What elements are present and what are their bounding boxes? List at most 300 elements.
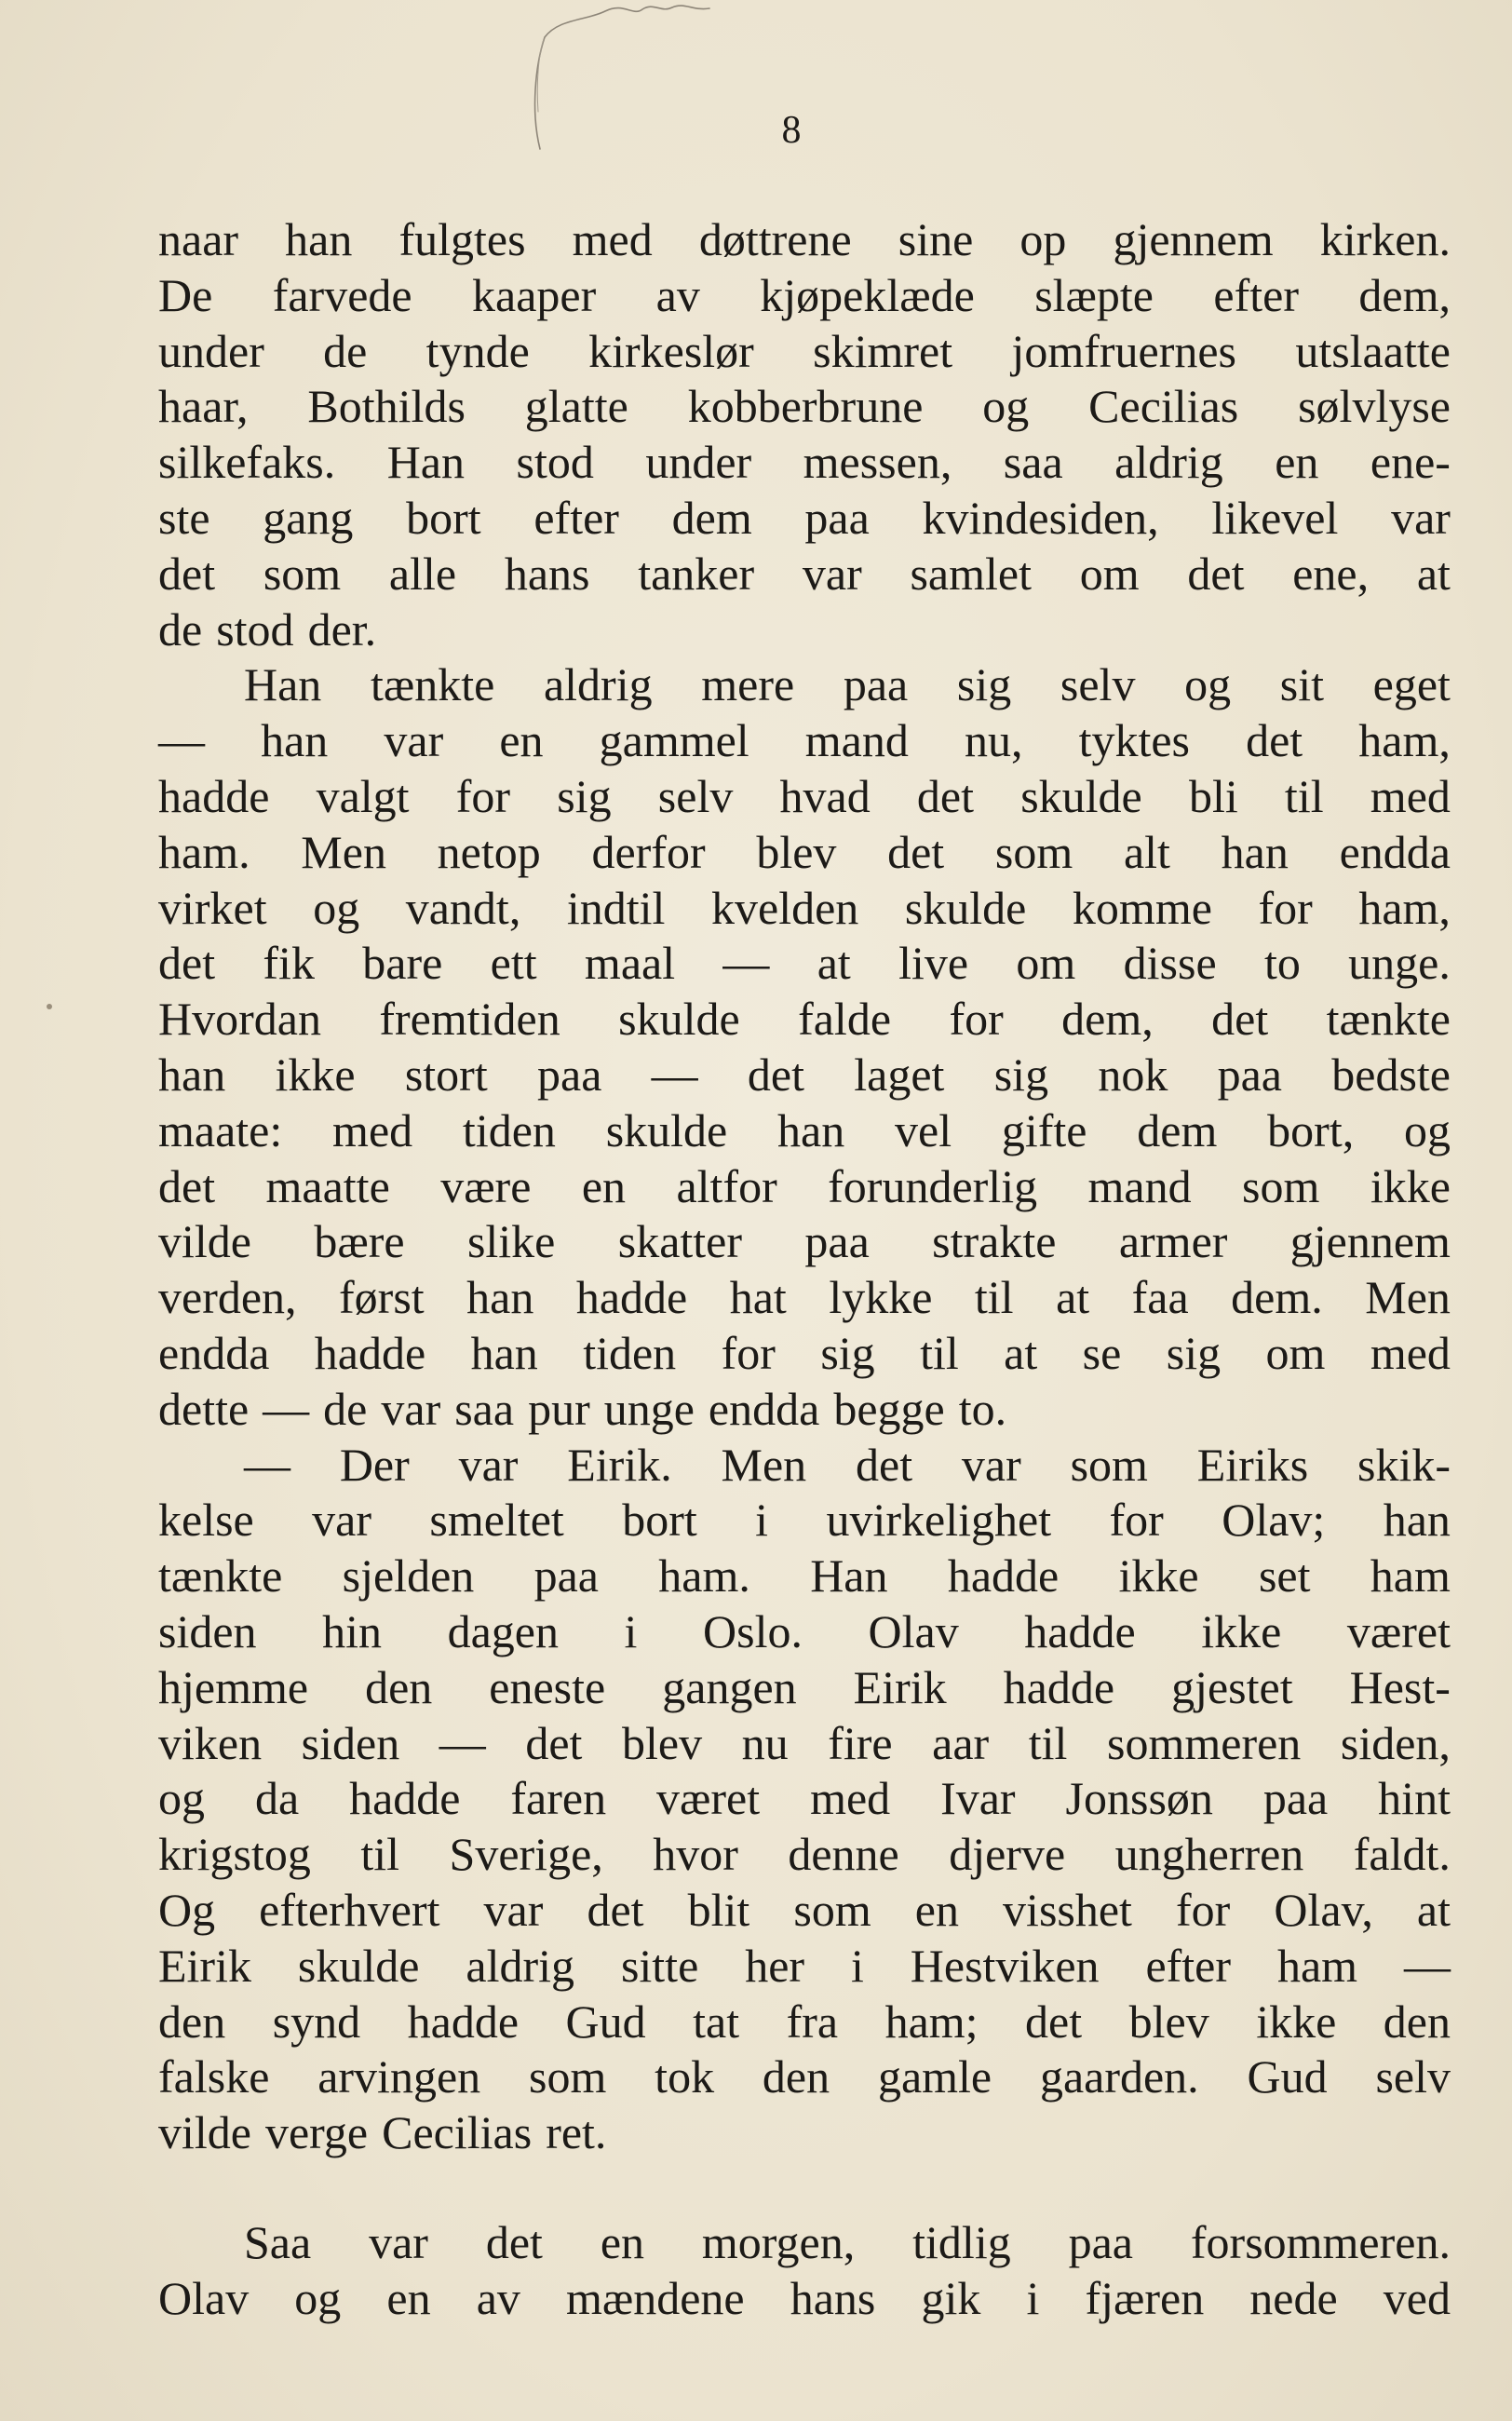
word: paa (533, 1549, 599, 1603)
word: Men (721, 1438, 807, 1491)
word: gang (263, 491, 354, 544)
word: efter (1145, 1939, 1232, 1992)
word: Saa (244, 2215, 312, 2268)
word: som (793, 1883, 871, 1936)
word: og (313, 881, 360, 934)
word: i (1026, 2271, 1040, 2324)
word: Gud (1247, 2050, 1328, 2103)
word: tok (655, 2050, 715, 2103)
word: ham (1276, 1939, 1358, 1992)
word: det (916, 769, 975, 822)
word: en (1275, 436, 1319, 489)
word: Olav (158, 2271, 250, 2324)
word: ikke (275, 1048, 356, 1101)
word: glatte (524, 380, 628, 433)
text-line (158, 2049, 1451, 2105)
word: tænkte (1326, 993, 1451, 1046)
word: ikke (1201, 1604, 1282, 1657)
word: unge. (1348, 937, 1451, 990)
word: altfor (676, 1159, 777, 1212)
word: paa (1262, 1772, 1329, 1825)
word: gamle (877, 2050, 992, 2103)
word: paa (843, 658, 909, 711)
word: med (810, 1772, 891, 1825)
word: morgen, (701, 2215, 856, 2268)
word: sine (898, 213, 974, 265)
word: det (158, 937, 216, 990)
word: gik (921, 2271, 981, 2324)
word: han (466, 1271, 534, 1324)
word: under (158, 324, 264, 377)
word: tiden (583, 1326, 677, 1379)
text-line (158, 1048, 1451, 1103)
word: hvad (779, 769, 871, 822)
word: selv (657, 769, 734, 822)
word: farvede (272, 268, 412, 321)
word: ham, (1358, 881, 1451, 934)
word: paa (1217, 1048, 1282, 1101)
word: han (1383, 1494, 1451, 1547)
word: skulde (605, 1103, 728, 1156)
word: Ivar (940, 1772, 1016, 1825)
word: dem, (1061, 993, 1154, 1046)
word: den (1383, 1995, 1451, 2048)
word: falde (798, 993, 892, 1046)
word: — (651, 1048, 698, 1101)
word: Men (301, 825, 386, 878)
word: vilde (158, 2106, 251, 2159)
word: til (920, 1326, 959, 1379)
word: siden (158, 1604, 257, 1657)
word: ham. (658, 1549, 750, 1603)
word: begge (833, 1382, 945, 1435)
word: alt (1123, 825, 1170, 878)
text-line (158, 881, 1451, 937)
word: maate: (158, 1103, 283, 1156)
word: siden (301, 1716, 400, 1769)
word: Han (810, 1549, 888, 1603)
word: likevel (1211, 491, 1339, 544)
word: blev (621, 1716, 703, 1769)
word: en (386, 2271, 431, 2324)
word: som (1070, 1438, 1148, 1491)
word: skulde (1020, 769, 1142, 822)
word: det (1211, 993, 1269, 1046)
word: været (1346, 1604, 1451, 1657)
word: set (1258, 1549, 1311, 1603)
word: stod (216, 602, 294, 656)
word: verden, (158, 1271, 297, 1324)
word: sølvlyse (1298, 380, 1451, 433)
word: samlet (910, 547, 1032, 600)
word: tynde (425, 324, 530, 377)
word: dem, (1358, 268, 1451, 321)
text-line (158, 1382, 1451, 1438)
word: endda (158, 1326, 270, 1379)
word: for (721, 1326, 776, 1379)
word: paa (804, 491, 870, 544)
word: den (365, 1660, 433, 1713)
word: falske (158, 2050, 270, 2103)
word: om (1079, 547, 1140, 600)
word: hint (1378, 1772, 1451, 1825)
word: ham; (884, 1995, 979, 2048)
word: sjelden (342, 1549, 475, 1603)
word: hadde (575, 1271, 688, 1324)
word: hadde (407, 1995, 520, 2048)
word: det (158, 1159, 216, 1212)
word: bli (1188, 769, 1238, 822)
word: sitte (620, 1939, 699, 1992)
word: med (1370, 769, 1451, 822)
word: komme (1072, 881, 1212, 934)
word: det (485, 2215, 543, 2268)
text-line (158, 435, 1451, 491)
page-number: 8 (781, 109, 802, 152)
word: ham (1370, 1549, 1451, 1603)
word: han (1221, 825, 1289, 878)
word: som (994, 825, 1073, 878)
word: og (982, 380, 1030, 433)
word: naar (158, 213, 239, 265)
word: de (323, 324, 368, 377)
word: hadde (1024, 1604, 1136, 1657)
word: derfor (591, 825, 706, 878)
text-line (158, 602, 1451, 658)
word: som (263, 547, 342, 600)
word: vandt, (405, 881, 521, 934)
word: Og (158, 1883, 216, 1936)
word: og (158, 1772, 205, 1825)
word: Oslo. (703, 1604, 803, 1657)
word: Men (1365, 1271, 1451, 1324)
word: to (1263, 937, 1301, 990)
text-line (158, 547, 1451, 602)
word: bort (406, 491, 481, 544)
word: siden, (1340, 1716, 1451, 1769)
text-line (158, 212, 1451, 268)
word: tænkte (158, 1549, 283, 1603)
word: lykke (829, 1271, 933, 1324)
word: ikke (1256, 1995, 1337, 2048)
word: gjennem (1289, 1215, 1451, 1268)
word: hadde (349, 1772, 461, 1825)
word: kjøpeklæde (760, 268, 975, 321)
word: mændene (565, 2271, 745, 2324)
text-line (158, 1326, 1451, 1382)
word: nu, (964, 714, 1023, 767)
text-line (158, 936, 1451, 992)
word: vel (895, 1103, 952, 1156)
word: smeltet (429, 1494, 564, 1547)
word: var (961, 1438, 1021, 1491)
text-line (158, 825, 1451, 881)
word: selv (1060, 658, 1136, 711)
word: unge (603, 1382, 695, 1435)
body-text (158, 212, 1451, 2326)
word: endda (708, 1382, 820, 1435)
word: paa (1068, 2215, 1133, 2268)
text-line (158, 657, 1451, 713)
text-line (158, 713, 1451, 769)
word: da (254, 1772, 300, 1825)
word: det (1187, 547, 1245, 600)
word: — (263, 1382, 310, 1435)
word: en (499, 714, 544, 767)
word: til (974, 1271, 1014, 1324)
word: ikke (1118, 1549, 1199, 1603)
word: han (777, 1103, 845, 1156)
word: Hvordan (158, 993, 321, 1046)
word: var (483, 1883, 544, 1936)
paper-speck (47, 1004, 52, 1009)
word: var (1391, 491, 1451, 544)
text-line (158, 1995, 1451, 2050)
word: han (261, 714, 329, 767)
word: sig (557, 769, 612, 822)
word: ene, (1292, 547, 1370, 600)
text-line (158, 1270, 1451, 1326)
word: ungherren (1114, 1828, 1304, 1881)
word: han (470, 1326, 538, 1379)
word: Han (244, 658, 322, 711)
word: kobberbrune (687, 380, 924, 433)
word: eget (1372, 658, 1451, 711)
word: faren (510, 1772, 607, 1825)
word: live (898, 937, 969, 990)
word: Eirik (158, 1939, 251, 1992)
word: fjæren (1085, 2271, 1205, 2324)
word: en (600, 2215, 645, 2268)
word: — (722, 937, 770, 990)
word: i (624, 1604, 638, 1657)
word: det (158, 547, 216, 600)
word: indtil (566, 881, 666, 934)
word: messen, (803, 436, 952, 489)
word: dagen (447, 1604, 559, 1657)
word: stort (404, 1048, 488, 1101)
word: hans (504, 547, 590, 600)
text-line (158, 992, 1451, 1048)
word: valgt (316, 769, 410, 822)
word: efter (1213, 268, 1299, 321)
word: maatte (265, 1159, 390, 1212)
word: Bothilds (307, 380, 466, 433)
word: der. (307, 602, 377, 656)
word: den (762, 2050, 830, 2103)
word: fremtiden (379, 993, 560, 1046)
word: om (1265, 1326, 1326, 1379)
text-line (158, 1604, 1451, 1660)
word: med (1370, 1326, 1451, 1379)
word: ste (158, 491, 210, 544)
word: de (158, 602, 203, 656)
word: de (323, 1382, 368, 1435)
text-line (158, 1939, 1451, 1995)
word: aar (932, 1716, 990, 1769)
word: til (360, 1828, 400, 1881)
word: ikke (1370, 1159, 1451, 1212)
word: hans (790, 2271, 876, 2324)
word: paa (537, 1048, 602, 1101)
text-line (158, 379, 1451, 435)
word: blit (687, 1883, 750, 1936)
word: dem. (1231, 1271, 1323, 1324)
word: ham, (1358, 714, 1451, 767)
word: Hest- (1349, 1660, 1451, 1713)
text-line (158, 1883, 1451, 1939)
text-line (158, 1493, 1451, 1549)
text-line (158, 2271, 1451, 2327)
word: slike (466, 1215, 556, 1268)
word: mand (804, 714, 909, 767)
word: hadde (158, 769, 270, 822)
word: ham. (158, 825, 250, 878)
word: aldrig (543, 658, 653, 711)
word: og (294, 2271, 342, 2324)
word: fra (786, 1995, 839, 2048)
word: var (381, 1382, 441, 1435)
word: at (1416, 547, 1451, 600)
word: faa (1131, 1271, 1189, 1324)
word: at (817, 937, 851, 990)
word: jomfruernes (1011, 324, 1236, 377)
word: skulde (618, 993, 740, 1046)
word: haar, (158, 380, 249, 433)
text-line (158, 1214, 1451, 1270)
word: — (1403, 1939, 1451, 1992)
word: ett (490, 937, 537, 990)
word: han (158, 1048, 226, 1101)
text-line (158, 1660, 1451, 1716)
word: sig (1166, 1326, 1222, 1379)
text-line (158, 1716, 1451, 1772)
word: døttrene (698, 213, 852, 265)
word: bære (314, 1215, 405, 1268)
word: pur (528, 1382, 590, 1435)
word: arvingen (317, 2050, 481, 2103)
word: først (339, 1271, 425, 1324)
word: var (802, 547, 862, 600)
word: bort (622, 1494, 697, 1547)
word: faldt. (1353, 1828, 1451, 1881)
word: Olav (868, 1604, 959, 1657)
word: tanker (638, 547, 755, 600)
word: var (369, 2215, 428, 2268)
word: saa (454, 1382, 515, 1435)
word: paa (804, 1215, 870, 1268)
word: sit (1279, 658, 1325, 711)
word: var (312, 1494, 371, 1547)
word: Sverige, (449, 1828, 603, 1881)
word: ret. (546, 2106, 607, 2159)
text-line (158, 268, 1451, 324)
word: Eirik (853, 1660, 947, 1713)
word: og (1184, 658, 1232, 711)
word: nu (741, 1716, 789, 1769)
word: stod (516, 436, 594, 489)
word: var (384, 714, 444, 767)
word: netop (437, 825, 541, 878)
word: gangen (662, 1660, 797, 1713)
word: om (1016, 937, 1076, 990)
word: den (158, 1995, 226, 2048)
word: Cecilias (382, 2106, 533, 2159)
word: krigstog (158, 1828, 311, 1881)
text-line (158, 1438, 1451, 1494)
word: Olav, (1274, 1883, 1373, 1936)
word: nok (1098, 1048, 1168, 1101)
word: til (1284, 769, 1324, 822)
word: det (856, 1438, 913, 1491)
word: forunderlig (828, 1159, 1038, 1212)
word: bedste (1331, 1048, 1451, 1101)
word: mand (1087, 1159, 1192, 1212)
word: Hestviken (910, 1939, 1100, 1992)
text-line (158, 324, 1451, 380)
word: op (1019, 213, 1067, 265)
word: to. (958, 1382, 1007, 1435)
word: kirken. (1319, 213, 1451, 265)
word: gjestet (1171, 1660, 1293, 1713)
word: hin (322, 1604, 383, 1657)
word: til (1028, 1716, 1068, 1769)
word: alle (388, 547, 457, 600)
word: skatter (617, 1215, 743, 1268)
word: tiden (462, 1103, 556, 1156)
word: for (1176, 1883, 1231, 1936)
word: for (1258, 881, 1313, 934)
text-line (158, 1159, 1451, 1215)
word: eneste (489, 1660, 606, 1713)
word: kirkeslør (588, 324, 754, 377)
word: at (1004, 1326, 1038, 1379)
word: Jonssøn (1065, 1772, 1213, 1825)
word: for (1109, 1494, 1164, 1547)
word: forsommeren. (1190, 2215, 1451, 2268)
word: kvelden (711, 881, 859, 934)
word: under (645, 436, 752, 489)
word: det (1025, 1995, 1083, 2048)
word: med (572, 213, 653, 265)
word: det (1246, 714, 1303, 767)
word: gifte (1001, 1103, 1087, 1156)
text-line (158, 1103, 1451, 1159)
word: aldrig (1114, 436, 1223, 489)
word: dem (1137, 1103, 1218, 1156)
word: aldrig (466, 1939, 575, 1992)
text-line (158, 2215, 1451, 2271)
word: for (455, 769, 511, 822)
word: kelse (158, 1494, 254, 1547)
word: Olav; (1222, 1494, 1326, 1547)
word: det (887, 825, 945, 878)
text-line (158, 2105, 1451, 2161)
word: tidlig (912, 2215, 1011, 2268)
word: gammel (599, 714, 749, 767)
word: bare (362, 937, 443, 990)
word: saa (1003, 436, 1063, 489)
word: som (528, 2050, 607, 2103)
word: en (581, 1159, 627, 1212)
word: blev (756, 825, 837, 878)
word: silkefaks. (158, 436, 336, 489)
word: maal (584, 937, 676, 990)
word: efterhvert (259, 1883, 440, 1936)
word: Eirik. (567, 1438, 672, 1491)
word: med (332, 1103, 413, 1156)
word: som (1242, 1159, 1320, 1212)
